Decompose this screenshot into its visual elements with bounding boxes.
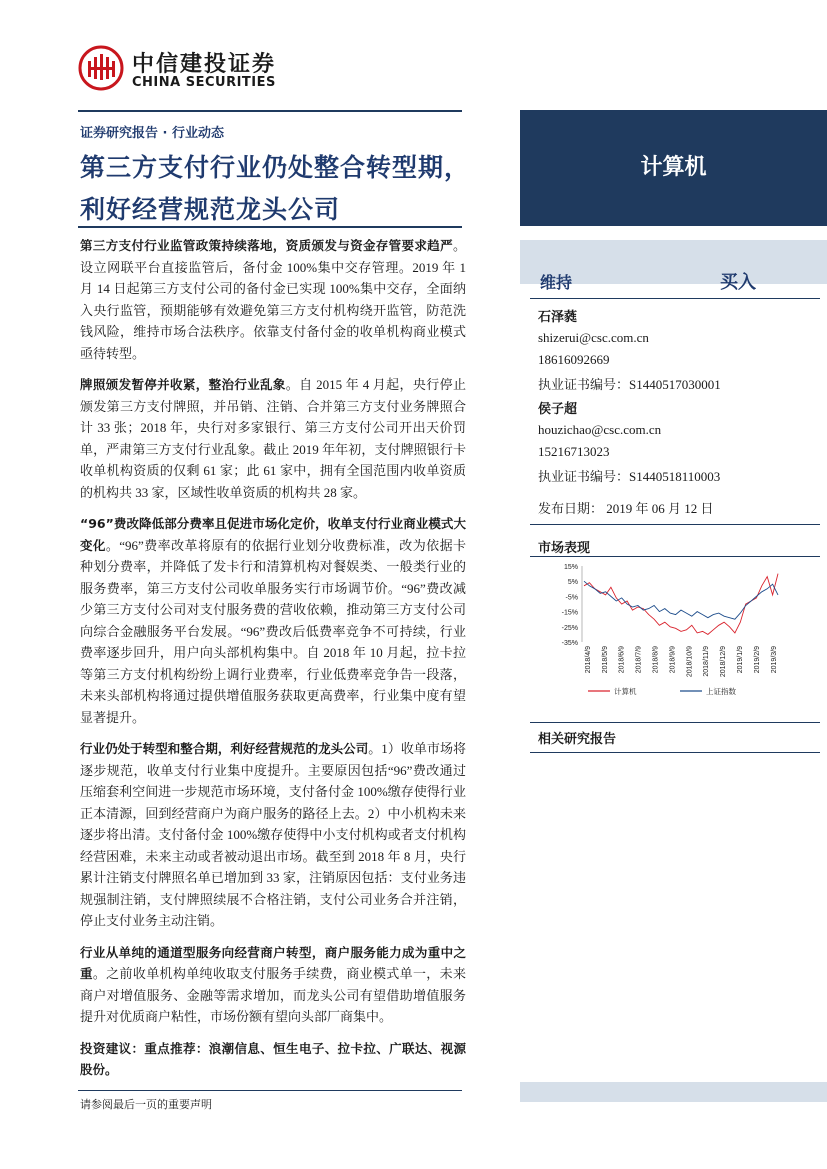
market-divider [530, 556, 820, 557]
paragraph-2 [80, 374, 466, 503]
series-line-1 [584, 574, 778, 635]
x-tick-label: 2018/11/9 [703, 646, 711, 677]
analyst-1-name: 石泽蕤 [538, 310, 578, 325]
related-divider [530, 752, 820, 753]
paragraph-5-lead: 行业从单纯的通道型服务向经营商户转型，商户服务能力成为重中之重 [80, 944, 466, 981]
x-tick-label: 2018/4/9 [584, 646, 592, 674]
chart-legend [588, 686, 736, 696]
x-tick-label: 2018/12/9 [720, 646, 728, 678]
analyst-1-cert: 执业证书编号：S1440517030001 [538, 377, 721, 392]
report-title-line-2: 利好经营规范龙头公司 [80, 195, 341, 224]
y-tick-label: 15% [563, 564, 578, 571]
date-divider [530, 524, 820, 525]
legend-label-2: 上证指数 [706, 687, 736, 696]
x-tick-label: 2019/2/9 [753, 646, 761, 674]
y-tick-label: -15% [561, 609, 578, 617]
company-logo [78, 45, 308, 95]
footer-disclaimer: 请参阅最后一页的重要声明 [80, 1098, 212, 1111]
paragraph-1-text: 。设立网联平台直接监管后，备付金 100%集中交存管理。2019 年 1 月 14 日起第三方支付公司的备付金已实现 100%集中交存，全面纳入央行监管，预期能够有效避免第三方支付机构绕开监管，防范洗钱风险，维持市场合法秩序。依靠支付备付金的收单机构商业模式亟待转型。 [80, 238, 466, 361]
chart-y-axis [562, 564, 582, 647]
x-tick-label: 2018/8/9 [652, 646, 660, 674]
investment-advice-lead: 投资建议：重点推荐：浪潮信息、恒生电子、拉卡拉、广联达、视源股份。 [80, 1040, 466, 1077]
report-category: 证券研究报告 · 行业动态 [80, 126, 224, 141]
series-line-2 [584, 581, 778, 619]
title-divider [78, 226, 462, 228]
x-tick-label: 2018/10/9 [686, 646, 694, 678]
publish-date: 发布日期： 2019 年 06 月 12 日 [538, 501, 714, 516]
related-section-title: 相关研究报告 [538, 732, 617, 747]
sidebar-footer-bar [520, 1082, 827, 1102]
x-tick-label: 2018/6/9 [618, 646, 626, 674]
paragraph-5 [80, 942, 466, 1028]
analyst-1-phone: 18616092669 [538, 352, 610, 367]
legend-label-1: 计算机 [614, 687, 637, 696]
header-divider [78, 110, 462, 112]
paragraph-1 [80, 235, 466, 364]
investment-advice [80, 1038, 466, 1081]
analyst-2-phone: 15216713023 [538, 444, 610, 459]
paragraph-4-text: 。1）收单市场将逐步规范，收单支付行业集中度提升。主要原因包括“96”费改通过压缩套利空间进一步规范市场环境，支付备付金 100%缴存使得行业正本清源，回到经营商户为商户服务的路径上去。2）中小机构未来逐步将出清。支付备付金 100%缴存使得中小支付机构或者支付机构经营困难，未来主动或者被动退出市场。截至到 2018 年 8 月，央行累计注销支付牌照名单已增加到 33 家，注销原因包括：支付业务违规强制注销，支付牌照续展不合格注销，支付公司业务合并注销，停止支付业务主动注销。 [80, 741, 466, 928]
logo-chinese-name: 中信建投证券 [132, 52, 277, 77]
x-tick-label: 2018/9/9 [669, 646, 677, 674]
paragraph-3-text: 。“96”费率改革将原有的依据行业划分收费标准，改为依据卡种划分费率，并降低了发卡行和清算机构对餐娱类、一般类行业的服务费率，第三方支付公司收单服务实行市场调节价。“96”费改减少第三方支付公司对支付服务费的营收依赖，推动第三方支付公司向综合金融服务平台发展。“96”费改后低费率竞争不可持续，行业费率逐步回升，用户向头部机构集中。自 2018 年 10 月起，拉卡拉等第三方支付机构纷纷上调行业费率，行业低费率竞争告一段落，未来头部机构将通过提供增值服务获取更高费率，行业集中度有望显著提升。 [80, 537, 466, 725]
y-tick-label: -5% [565, 594, 578, 602]
report-body [80, 235, 466, 1091]
industry-name: 计算机 [640, 155, 707, 180]
paragraph-1-lead: 第三方支付行业监管政策持续落地，资质颁发与资金存管要求趋严 [80, 238, 453, 253]
report-title-line-1: 第三方支付行业仍处整合转型期， [80, 153, 471, 182]
paragraph-2-lead: 牌照颁发暂停并收紧，整治行业乱象 [80, 377, 286, 392]
x-tick-label: 2019/1/9 [737, 646, 745, 674]
y-tick-label: -35% [561, 640, 578, 647]
footer-divider [78, 1090, 462, 1091]
chart-series [584, 574, 778, 635]
x-tick-label: 2018/7/9 [635, 646, 643, 674]
paragraph-4-lead: 行业仍处于转型和整合期，利好经营规范的龙头公司 [80, 741, 369, 756]
market-section-title: 市场表现 [538, 541, 591, 556]
paragraph-2-text: 。自 2015 年 4 月起，央行停止颁发第三方支付牌照，并吊销、注销、合并第三方支付业务牌照合计 33 张；2018 年，央行对多家银行、第三方支付公司开出天价罚单，严肃第三方支付行业乱象。截止 2019 年年初，支付牌照银行卡收单机构资质的仅剩 61 家；此 61 家中，拥有全国范围内收单资质的机构共 33 家，区域性收单资质的机构共 28 家。 [80, 377, 466, 500]
market-performance-chart [548, 560, 788, 710]
analyst-2-cert: 执业证书编号：S1440518110003 [538, 469, 721, 484]
rating-label: 维持 [540, 273, 573, 292]
rating-divider [530, 298, 820, 299]
x-tick-label: 2018/5/9 [601, 646, 609, 674]
y-tick-label: -25% [561, 624, 578, 632]
chart-bottom-divider [530, 722, 820, 723]
analyst-2-name: 侯子超 [538, 402, 578, 417]
paragraph-3 [80, 513, 466, 728]
analyst-2-email[interactable]: houzichao@csc.com.cn [538, 422, 662, 437]
logo-english-name: CHINA SECURITIES [132, 75, 276, 90]
paragraph-5-text: 。之前收单机构单纯收取支付服务手续费，商业模式单一，未来商户对增值服务、金融等需求增加，而龙头公司有望借助增值服务提升对优质商户粘性，市场份额有望向头部厂商集中。 [80, 966, 466, 1024]
paragraph-4 [80, 738, 466, 932]
analyst-1-email[interactable]: shizerui@csc.com.cn [538, 330, 649, 345]
paragraph-3-lead: “96”费改降低部分费率且促进市场化定价，收单支付行业商业模式大变化 [80, 516, 466, 553]
y-tick-label: 5% [567, 579, 578, 587]
x-tick-label: 2019/3/9 [770, 646, 778, 674]
rating-value: 买入 [720, 272, 756, 293]
china-securities-logo-icon [78, 45, 124, 91]
chart-x-axis [585, 646, 778, 677]
